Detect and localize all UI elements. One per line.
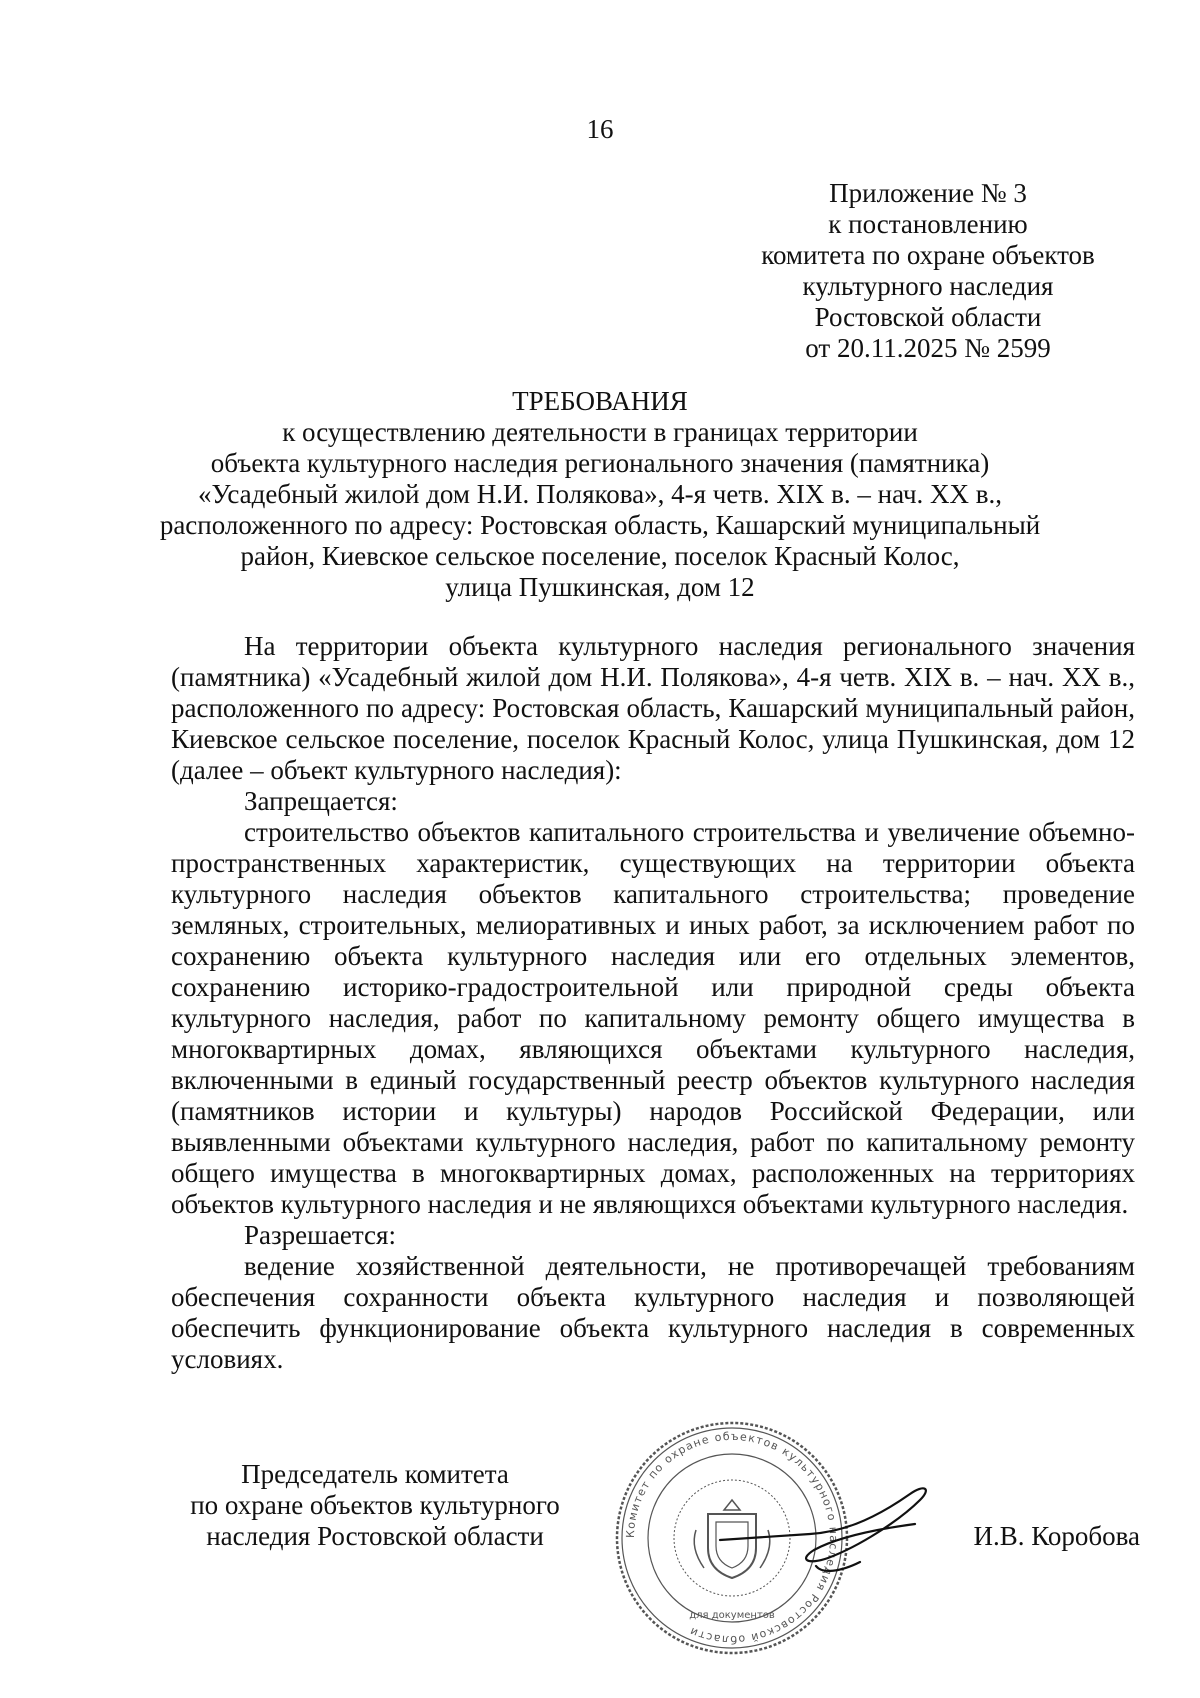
position-line: наследия Ростовской области [206,1521,544,1551]
document-title [100,386,1100,603]
title-line: район, Киевское сельское поселение, поселок Красный Колос, [240,541,960,571]
title-heading: ТРЕБОВАНИЯ [512,386,688,416]
intro-paragraph: На территории объекта культурного наследия регионального значения (памятника) «Усадебный жилой дом Н.И. Полякова», 4-я четв. XIX в. – нач. XX в., расположенного по адресу: Ростовская область, Кашарский муниципальный район, Киевское сельское поселение, поселок Красный Колос, улица Пушкинская, дом 12 (далее – объект культурного наследия): [171,631,1135,785]
document-body [171,631,1135,1375]
appendix-line: комитета по охране объектов [761,240,1095,270]
seal-ring-text: Комитет по охране объектов культурного наследия Ростовской области [623,1429,841,1647]
title-line: к осуществлению деятельности в границах территории [282,417,918,447]
signer-name: И.В. Коробова [973,1521,1140,1551]
appendix-line: от 20.11.2025 № 2599 [805,333,1051,363]
appendix-line: культурного наследия [802,271,1054,301]
prohibited-heading: Запрещается: [244,786,398,816]
seal-inner-text: для документов [689,1610,775,1621]
position-line: по охране объектов культурного [190,1490,560,1520]
allowed-heading: Разрешается: [244,1220,396,1250]
prohibited-paragraph: строительство объектов капитального строительства и увеличение объемно-пространственных характеристик, существующих на территории объекта культурного наследия объектов капитального строительства; проведение земляных, строительных, мелиоративных и иных работ, за исключением работ по сохранению объекта культурного наследия или его отдельных элементов, сохранению историко-градостроительной или природной среды объекта культурного наследия, работ по капитальному ремонту общего имущества в многоквартирных домах, являющихся объектами культурного наследия, включенными в единый государственный реестр объектов культурного наследия (памятников истории и культуры) народов Российской Федерации, или выявленными объектами культурного наследия, работ по капитальному ремонту общего имущества в многоквартирных домах, расположенных на территориях объектов культурного наследия и не являющихся объектами культурного наследия. [171,817,1135,1219]
page-number: 16 [586,114,614,144]
appendix-line: Приложение № 3 [829,178,1027,208]
title-line: расположенного по адресу: Ростовская область, Кашарский муниципальный [159,510,1041,540]
title-line: улица Пушкинская, дом 12 [445,572,755,602]
appendix-line: к постановлению [828,209,1028,239]
handwritten-signature-icon [710,1470,940,1580]
allowed-paragraph: ведение хозяйственной деятельности, не противоречащей требованиям обеспечения сохранности объекта культурного наследия и позволяющей обеспечить функционирование объекта культурного наследия в современных условиях. [171,1251,1135,1374]
title-line: «Усадебный жилой дом Н.И. Полякова», 4-я четв. XIX в. – нач. XX в., [197,479,1003,509]
appendix-block [728,178,1128,364]
appendix-line: Ростовской области [814,302,1042,332]
title-line: объекта культурного наследия регионального значения (памятника) [210,448,990,478]
signatory-position [150,1459,600,1552]
position-line: Председатель комитета [241,1459,509,1489]
